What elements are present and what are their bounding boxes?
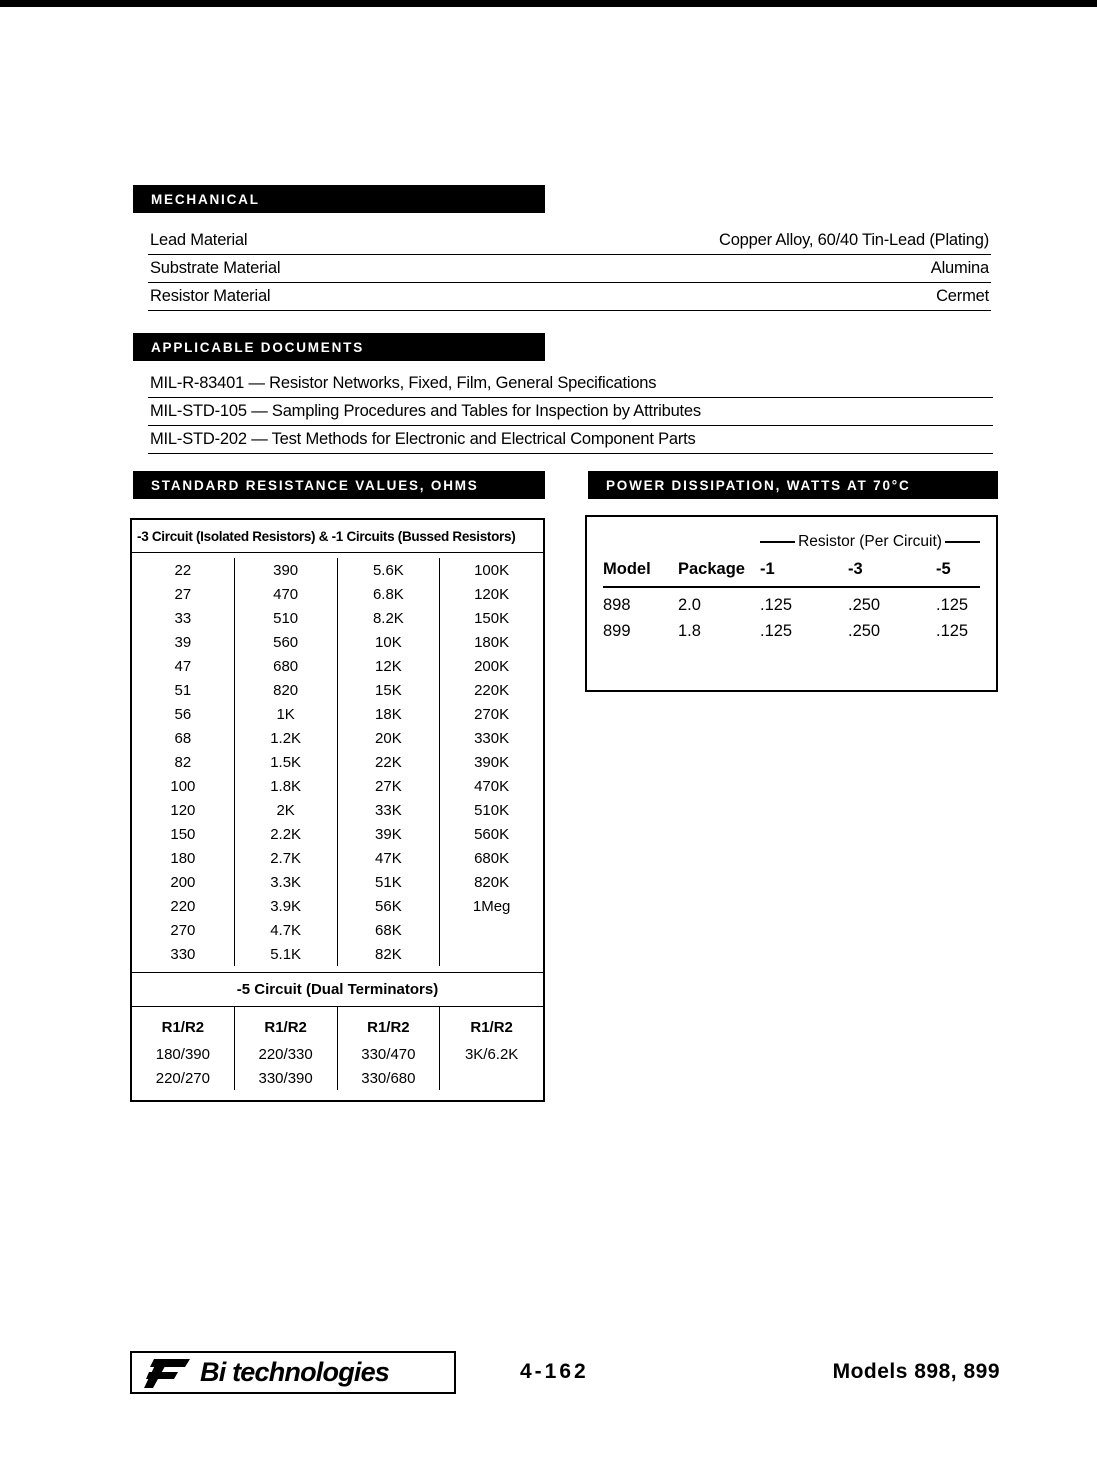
power-column-header: -5 [936, 557, 980, 588]
spec-value: Copper Alloy, 60/40 Tin-Lead (Plating) [718, 231, 989, 249]
power-dissipation-title: POWER DISSIPATION, WATTS AT 70°C [606, 477, 911, 493]
power-value-cell: .125 [760, 622, 793, 640]
left-dash-rule [760, 541, 795, 543]
standard-resistance-section-header [133, 471, 545, 499]
dual-column-header: R1/R2 [235, 1007, 338, 1042]
power-dissipation-table [585, 515, 998, 692]
resistance-value-cell: 6.8K [338, 582, 441, 606]
dual-value-cell: 220/270 [132, 1066, 235, 1090]
power-value-cell: 898 [603, 596, 631, 614]
bi-logo-icon [140, 1356, 192, 1390]
resistance-value-cell: 470K [474, 777, 510, 795]
resistance-value-cell: 12K [338, 654, 441, 678]
resistance-value-cell: 33 [132, 606, 235, 630]
dual-value-cell: 220/330 [235, 1042, 338, 1066]
resistance-table-header: -3 Circuit (Isolated Resistors) & -1 Circuits (Bussed Resistors) [132, 520, 543, 553]
resistance-value-cell: 2.2K [235, 822, 338, 846]
resistance-value-cell: 200K [474, 657, 510, 675]
resistance-value-cell: 68K [338, 918, 441, 942]
page-top-edge [0, 0, 1097, 7]
resistance-value-cell: 33K [338, 798, 441, 822]
power-value-cell: .125 [760, 596, 793, 614]
resistance-value-cell: 150K [474, 609, 510, 627]
resistor-per-circuit-label: Resistor (Per Circuit) [798, 533, 942, 550]
power-value-cell: .125 [936, 596, 969, 614]
resistance-value-cell: 39 [132, 630, 235, 654]
resistance-value-cell: 56 [132, 702, 235, 726]
resistance-values-grid [132, 553, 543, 972]
resistance-value-cell: 1K [235, 702, 338, 726]
resistance-value-cell: 220 [132, 894, 235, 918]
resistance-value-cell: 3.3K [235, 870, 338, 894]
resistance-value-cell: 1.5K [235, 750, 338, 774]
power-column-header: -1 [760, 557, 848, 588]
document-item: MIL-STD-105 — Sampling Procedures and Tables for Inspection by Attributes [148, 398, 993, 426]
dual-column-header: R1/R2 [338, 1007, 441, 1042]
dual-column-header: R1/R2 [470, 1019, 513, 1036]
resistance-value-cell: 560K [474, 825, 510, 843]
mechanical-rows [148, 227, 991, 311]
spec-row [148, 283, 991, 311]
resistance-value-cell: 20K [338, 726, 441, 750]
resistance-value-cell: 8.2K [338, 606, 441, 630]
dual-terminator-header: -5 Circuit (Dual Terminators) [132, 972, 543, 1007]
models-label: Models 898, 899 [832, 1360, 1000, 1383]
resistance-value-cell: 1.2K [235, 726, 338, 750]
resistance-value-cell: 390 [235, 558, 338, 582]
power-value-cell: .125 [936, 622, 969, 640]
resistance-value-cell: 390K [474, 753, 510, 771]
resistance-value-cell: 680K [474, 849, 510, 867]
resistance-value-cell: 3.9K [235, 894, 338, 918]
resistance-value-cell: 10K [338, 630, 441, 654]
resistance-value-cell: 39K [338, 822, 441, 846]
resistance-value-cell [440, 942, 543, 966]
resistor-per-circuit-header [760, 533, 980, 551]
resistance-value-cell: 51K [338, 870, 441, 894]
power-value-cell: 1.8 [678, 622, 701, 640]
resistance-value-cell: 100 [132, 774, 235, 798]
resistance-value-cell: 180K [474, 633, 510, 651]
resistance-value-cell: 120 [132, 798, 235, 822]
power-value-cell: 899 [603, 622, 631, 640]
resistance-value-cell: 560 [235, 630, 338, 654]
spec-label: Substrate Material [150, 259, 281, 277]
dual-value-cell: 330/680 [338, 1066, 441, 1090]
mechanical-section-header [133, 185, 545, 213]
document-item: MIL-R-83401 — Resistor Networks, Fixed, Film, General Specifications [148, 370, 993, 398]
power-dissipation-section-header [588, 471, 998, 499]
resistance-value-cell: 330 [132, 942, 235, 966]
resistance-value-cell: 18K [338, 702, 441, 726]
dual-value-cell: 180/390 [132, 1042, 235, 1066]
logo-text: Bi technologies [200, 1357, 390, 1387]
dual-value-cell: 330/390 [235, 1066, 338, 1090]
resistance-value-cell: 330K [474, 729, 510, 747]
applicable-documents-section-header [133, 333, 545, 361]
dual-column-header: R1/R2 [132, 1007, 235, 1042]
resistance-value-cell: 270K [474, 705, 510, 723]
resistance-value-cell: 820 [235, 678, 338, 702]
power-value-cell: 2.0 [678, 596, 701, 614]
power-table-grid [603, 557, 980, 645]
resistance-value-cell: 1.8K [235, 774, 338, 798]
power-column-header: -3 [848, 557, 936, 588]
resistance-value-cell [440, 918, 543, 942]
applicable-documents-title: APPLICABLE DOCUMENTS [151, 339, 365, 355]
dual-terminator-grid [132, 1007, 543, 1100]
resistance-value-cell: 27K [338, 774, 441, 798]
resistance-value-cell: 510 [235, 606, 338, 630]
power-value-cell: .250 [848, 622, 881, 640]
dual-value-cell: 330/470 [338, 1042, 441, 1066]
resistance-value-cell: 1Meg [472, 897, 511, 915]
spec-row [148, 227, 991, 255]
right-dash-rule [945, 541, 980, 543]
resistance-value-cell: 2K [235, 798, 338, 822]
resistance-value-cell: 150 [132, 822, 235, 846]
resistance-value-cell: 200 [132, 870, 235, 894]
spec-value: Cermet [936, 287, 989, 305]
page-number: 4-162 [520, 1360, 589, 1383]
power-column-header: Package [678, 557, 760, 588]
resistance-value-cell: 56K [338, 894, 441, 918]
resistance-value-cell: 51 [132, 678, 235, 702]
resistance-value-cell: 510K [474, 801, 510, 819]
resistance-value-cell: 5.6K [338, 558, 441, 582]
resistance-value-cell: 15K [338, 678, 441, 702]
standard-resistance-title: STANDARD RESISTANCE VALUES, OHMS [151, 477, 479, 493]
resistance-value-cell: 82K [338, 942, 441, 966]
document-item: MIL-STD-202 — Test Methods for Electronic and Electrical Component Parts [148, 426, 993, 454]
applicable-documents-list [148, 370, 993, 454]
spec-value: Alumina [930, 259, 989, 277]
resistance-value-cell: 470 [235, 582, 338, 606]
resistance-value-cell: 100K [474, 561, 510, 579]
standard-resistance-table [130, 518, 545, 1102]
resistance-value-cell: 820K [474, 873, 510, 891]
resistance-value-cell: 5.1K [235, 942, 338, 966]
spec-label: Lead Material [150, 231, 248, 249]
resistance-value-cell: 47K [338, 846, 441, 870]
resistance-value-cell: 180 [132, 846, 235, 870]
resistance-value-cell: 68 [132, 726, 235, 750]
resistance-value-cell: 47 [132, 654, 235, 678]
resistance-value-cell: 22K [338, 750, 441, 774]
resistance-value-cell: 4.7K [235, 918, 338, 942]
resistance-value-cell: 680 [235, 654, 338, 678]
resistance-value-cell: 22 [132, 558, 235, 582]
spec-row [148, 255, 991, 283]
mechanical-title: MECHANICAL [151, 191, 260, 207]
resistance-value-cell: 270 [132, 918, 235, 942]
resistance-value-cell: 220K [474, 681, 510, 699]
resistance-value-cell: 120K [474, 585, 510, 603]
bi-technologies-logo [130, 1351, 456, 1394]
spec-label: Resistor Material [150, 287, 271, 305]
power-column-header: Model [603, 557, 678, 588]
resistance-value-cell: 82 [132, 750, 235, 774]
resistance-value-cell: 2.7K [235, 846, 338, 870]
resistance-value-cell: 27 [132, 582, 235, 606]
dual-value-cell [440, 1066, 543, 1090]
dual-value-cell: 3K/6.2K [464, 1045, 519, 1063]
power-value-cell: .250 [848, 596, 881, 614]
